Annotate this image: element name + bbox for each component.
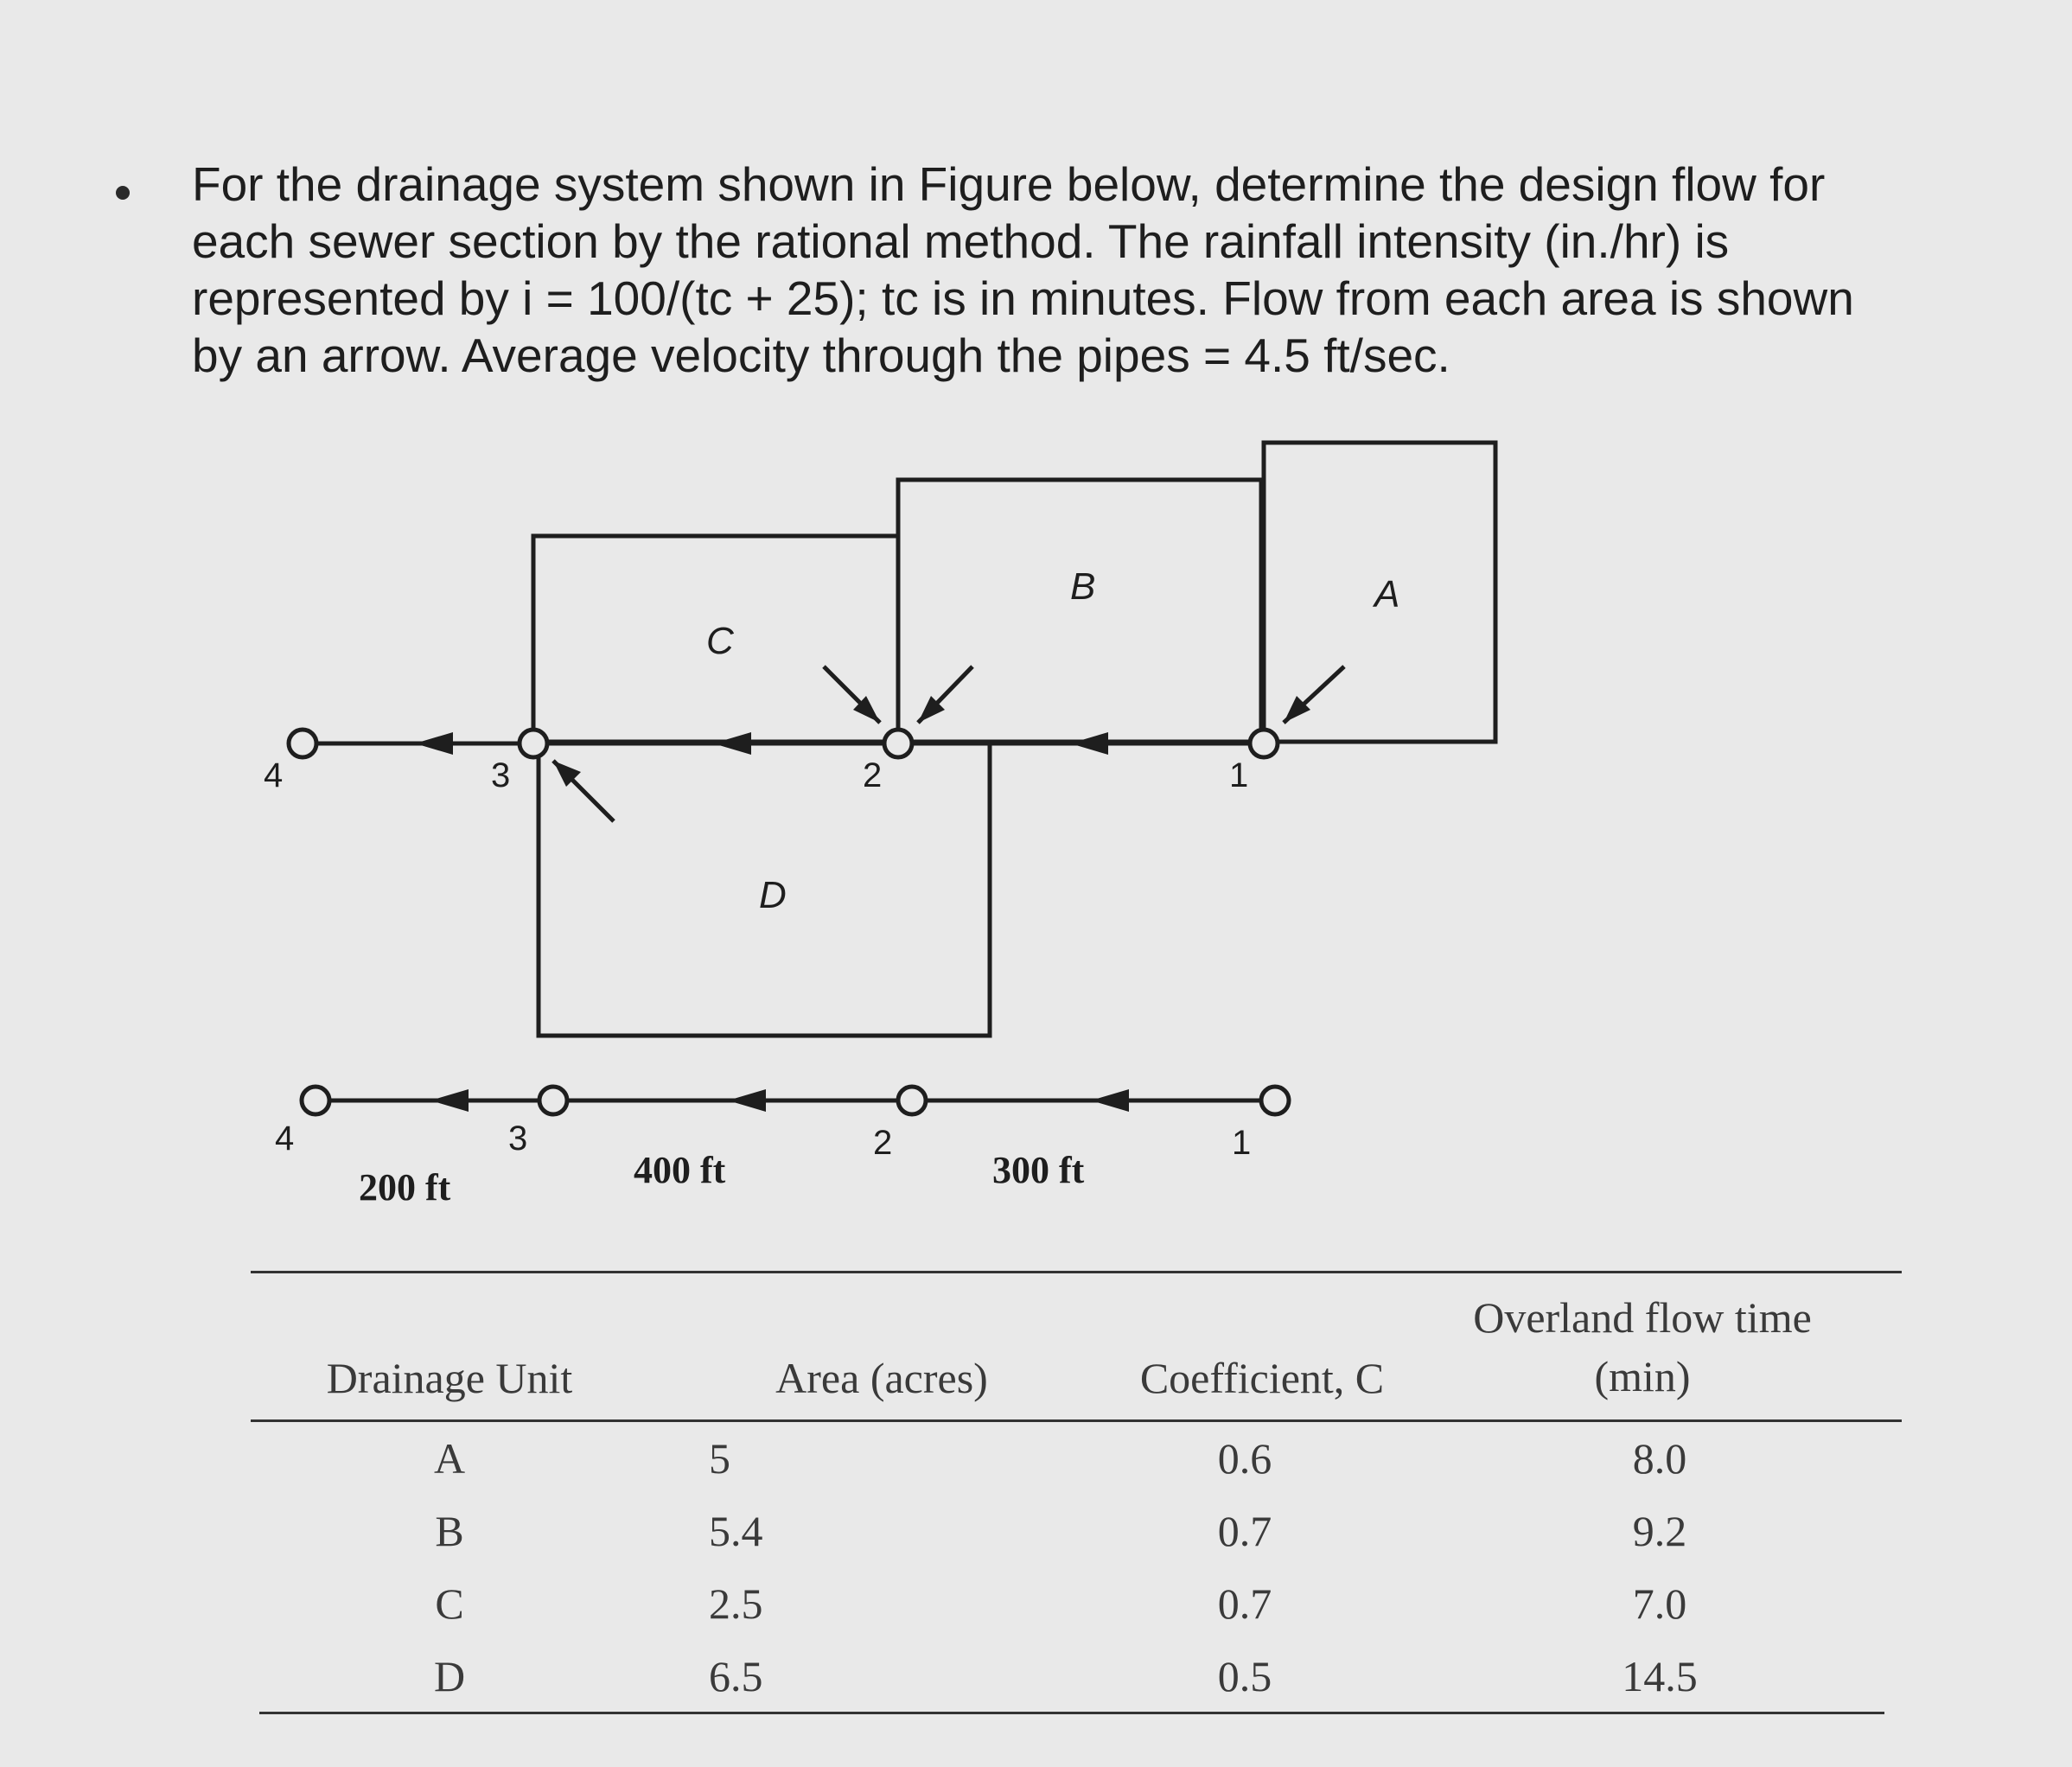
node-label-2: 2 — [863, 756, 883, 794]
flow-arrow-2-3 — [713, 732, 751, 755]
cell-coefficient: 0.7 — [1217, 1507, 1272, 1555]
distance-label-2-3: 400 ft — [634, 1149, 726, 1191]
cell-time: 14.5 — [1622, 1652, 1698, 1700]
header-drainage-unit: Drainage Unit — [326, 1354, 573, 1402]
cell-coefficient: 0.7 — [1217, 1579, 1272, 1628]
node-label-4: 4 — [264, 756, 284, 794]
cell-time: 7.0 — [1632, 1579, 1687, 1628]
profile-node-label-2: 2 — [873, 1124, 893, 1162]
distance-label-3-4: 200 ft — [359, 1166, 451, 1209]
area-b-boundary — [898, 480, 1261, 742]
area-label-d: D — [759, 874, 787, 916]
node-label-1: 1 — [1229, 756, 1249, 794]
area-label-c: C — [706, 620, 734, 662]
node-label-3: 3 — [491, 756, 511, 794]
table-header-rule — [251, 1419, 1902, 1422]
header-area: Area (acres) — [775, 1354, 988, 1402]
distance-label-1-2: 300 ft — [992, 1149, 1085, 1191]
profile-node-label-1: 1 — [1232, 1124, 1252, 1162]
profile-node-label-3: 3 — [508, 1120, 528, 1158]
manhole-2 — [884, 730, 912, 757]
header-coefficient: Coefficient, C — [1139, 1354, 1385, 1402]
header-overland-flow-unit: (min) — [1594, 1352, 1691, 1400]
cell-unit: C — [435, 1579, 464, 1628]
cell-area: 6.5 — [709, 1652, 763, 1700]
cell-unit: B — [435, 1507, 464, 1555]
table-bottom-rule — [259, 1712, 1884, 1714]
cell-coefficient: 0.6 — [1217, 1434, 1272, 1483]
problem-statement: For the drainage system shown in Figure below, determine the design flow for each sewer section by the rational method. The rainfall intensity (in./hr) is represented by i = 100/(tc + 25); tc is in minutes. Flow from each area is shown by an arrow. Average velocity through the pipes = 4.5 ft/sec. — [192, 157, 1854, 382]
cell-unit: D — [433, 1652, 466, 1700]
cell-time: 9.2 — [1632, 1507, 1687, 1555]
manhole-1 — [1250, 730, 1278, 757]
table-top-rule — [251, 1271, 1902, 1273]
flow-arrow-1-2 — [1070, 732, 1108, 755]
cell-area: 5.4 — [709, 1507, 763, 1555]
area-label-b: B — [1070, 565, 1096, 608]
cell-area: 2.5 — [709, 1579, 763, 1628]
manhole-4 — [289, 730, 316, 757]
flow-arrow-3-4 — [415, 732, 453, 755]
manhole-3 — [520, 730, 547, 757]
cell-unit: A — [433, 1434, 466, 1483]
cell-coefficient: 0.5 — [1217, 1652, 1272, 1700]
profile-node-label-4: 4 — [275, 1120, 295, 1158]
cell-time: 8.0 — [1632, 1434, 1687, 1483]
cell-area: 5 — [709, 1434, 730, 1483]
header-overland-flow-time: Overland flow time — [1473, 1293, 1812, 1342]
area-label-a: A — [1374, 573, 1400, 616]
